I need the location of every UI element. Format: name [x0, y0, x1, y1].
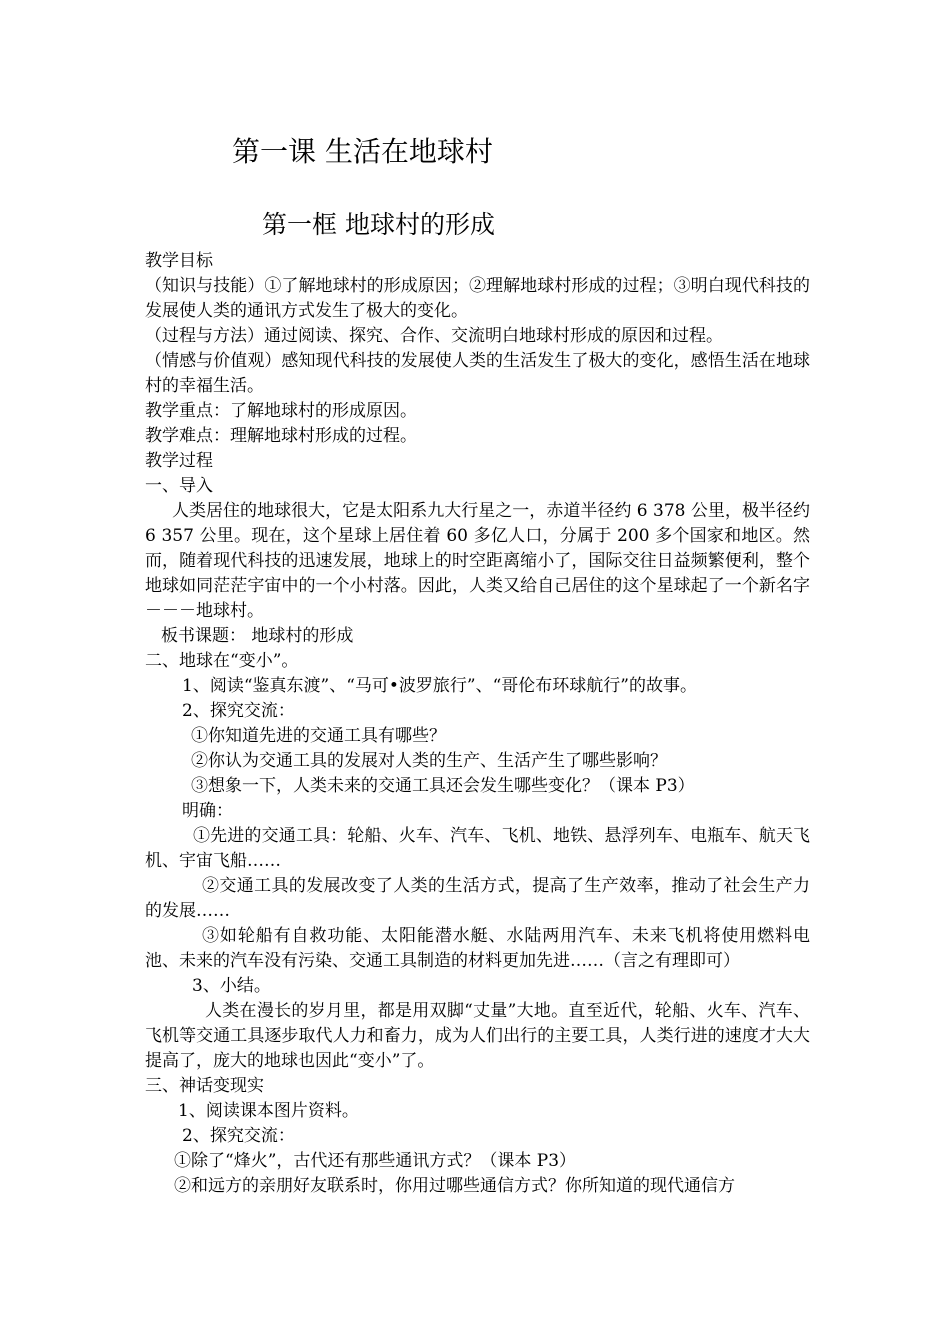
goal-process: （过程与方法）通过阅读、探究、合作、交流明白地球村形成的原因和过程。	[145, 326, 723, 346]
intro-paragraph: 人类居住的地球很大，它是太阳系九大行星之一，赤道半径约 6 378 公里，极半径约 6 357 公里。现在，这个星球上居住着 60 多亿人口，分属于 200 多个国家和地区。然而，随着现代科技的迅速发展，地球上的时空距离缩小了，国际交往日益频繁便利，整个地球如同茫茫宇宙中的一个小村落。因此，人类又给自己居住的这个星球起了一个新名字－－－地球村。	[145, 501, 810, 621]
s3-question-2: ②和远方的亲朋好友联系时，你用过哪些通信方式？你所知道的现代通信方	[174, 1176, 735, 1196]
s2-answer-1: ①先进的交通工具：轮船、火车、汽车、飞机、地铁、悬浮列车、电瓶车、航天飞机、宇宙飞船……	[145, 826, 810, 871]
process-heading: 教学过程	[145, 451, 213, 471]
s3-question-1: ①除了“烽火”，古代还有那些通讯方式？（课本 P3）	[174, 1151, 577, 1171]
s2-answer-3: ③如轮船有自救功能、太阳能潜水艇、水陆两用汽车、未来飞机将使用燃料电池、未来的汽车没有污染、交通工具制造的材料更加先进……（言之有理即可）	[145, 926, 810, 971]
clarify-label: 明确：	[182, 801, 233, 821]
goal-emotion: （情感与价值观）感知现代科技的发展使人类的生活发生了极大的变化，感悟生活在地球村的幸福生活。	[145, 351, 810, 396]
goals-heading: 教学目标	[145, 251, 213, 271]
goal-knowledge: （知识与技能）①了解地球村的形成原因；②理解地球村形成的过程；③明白现代科技的发展使人类的通讯方式发生了极大的变化。	[145, 276, 810, 321]
key-point: 教学重点：了解地球村的形成原因。	[145, 401, 417, 421]
s2-answer-2: ②交通工具的发展改变了人类的生活方式，提高了生产效率，推动了社会生产力的发展……	[145, 876, 810, 921]
document-body	[145, 249, 810, 1199]
s2-item-1: 1、阅读“鉴真东渡”、“马可•波罗旅行”、“哥伦布环球航行”的故事。	[182, 676, 697, 696]
s2-question-1: ①你知道先进的交通工具有哪些？	[191, 726, 446, 746]
s2-item-2: 2、探究交流：	[182, 701, 295, 721]
section-heading-3: 三、神话变现实	[145, 1076, 264, 1096]
summary-paragraph: 人类在漫长的岁月里，都是用双脚“丈量”大地。直至近代，轮船、火车、汽车、飞机等交通工具逐步取代人力和畜力，成为人们出行的主要工具，人类行进的速度才大大提高了，庞大的地球也因此“变小”了。	[145, 1001, 810, 1071]
s2-item-3: 3、小结。	[192, 976, 271, 996]
s2-question-2: ②你认为交通工具的发展对人类的生产、生活产生了哪些影响？	[191, 751, 667, 771]
board-topic: 板书课题： 地球村的形成	[161, 626, 354, 646]
section-heading-2: 二、地球在“变小”。	[145, 651, 299, 671]
section-subtitle: 第一框 地球村的形成	[262, 210, 495, 239]
section-heading-1: 一、导入	[145, 476, 213, 496]
difficulty: 教学难点：理解地球村形成的过程。	[145, 426, 417, 446]
s3-item-1: 1、阅读课本图片资料。	[178, 1101, 359, 1121]
lesson-title: 第一课 生活在地球村	[232, 135, 493, 168]
s3-item-2: 2、探究交流：	[182, 1126, 295, 1146]
s2-question-3: ③想象一下，人类未来的交通工具还会发生哪些变化？（课本 P3）	[191, 776, 695, 796]
